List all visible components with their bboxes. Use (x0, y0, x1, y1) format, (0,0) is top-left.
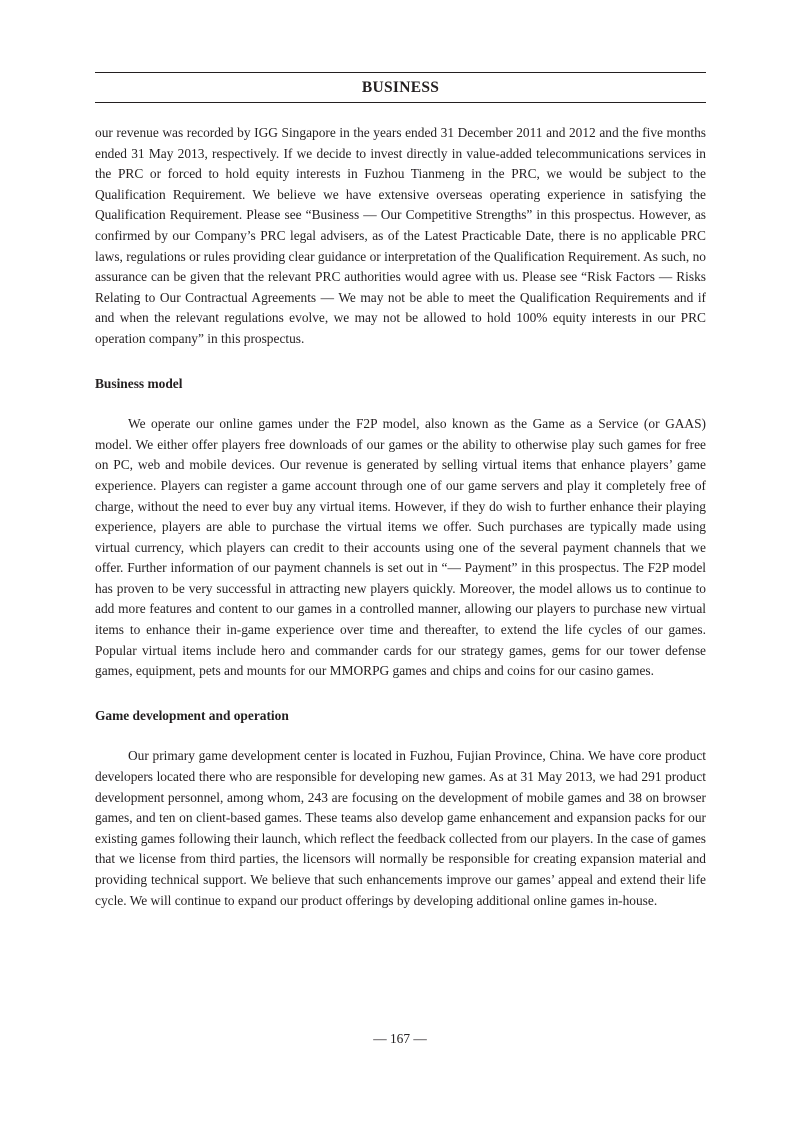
page-number: — 167 — (373, 1031, 427, 1046)
header-bottom-rule (95, 102, 706, 103)
paragraph-game-development: Our primary game development center is located in Fuzhou, Fujian Province, China. We have core product developers located there who are responsible for developing new games. As at 31 May 2013, we had 291 product development personnel, among whom, 243 are focusing on the development of mobile games and 38 on browser games, and ten on client-based games. These teams also develop game enhancement and expansion packs for our existing games following their launch, which reflect the feedback collected from our players. In the case of games that we license from third parties, the licensors will normally be responsible for creating expansion material and providing technical support. We believe that such enhancements improve our games’ appeal and extend their life cycle. We will continue to expand our product offerings by developing additional online games in-house. (95, 748, 706, 908)
page-header-title: BUSINESS (361, 79, 440, 96)
paragraph-business-model: We operate our online games under the F2P model, also known as the Game as a Service (or GAAS) model. We either offer players free downloads of our games or the ability to otherwise play such games for free on PC, web and mobile devices. Our revenue is generated by selling virtual items that enhance players’ game experience. Players can register a game account through one of our game servers and play it completely free of charge, without the need to ever buy any virtual items. However, if they do wish to further enhance their playing experience, players are able to purchase the virtual items we offer. Such purchases are typically made using virtual currency, which players can credit to their accounts using one of the several payment channels that we offer. Further information of our payment channels is set out in “— Payment” in this prospectus. The F2P model has proven to be very successful in attracting new players quickly. Moreover, the model allows us to continue to add more features and content to our games in a controlled manner, allowing our players to purchase new virtual items to enhance their in-game experience over time and thereafter, to extend the life cycles of our games. Popular virtual items include hero and commander cards for our strategy games, gems for our tower defense games, equipment, pets and mounts for our MMORPG games and chips and coins for our casino games. (95, 416, 706, 679)
page-body (95, 123, 706, 911)
paragraph-qualification: our revenue was recorded by IGG Singapore in the years ended 31 December 2011 and 2012 and the five months ended 31 May 2013, respectively. If we decide to invest directly in value-added telecommunications services in the PRC or forced to hold equity interests in Fuzhou Tianmeng in the PRC, we would be subject to the Qualification Requirement. We believe we have extensive overseas operating experience in satisfying the Qualification Requirement. Please see “Business — Our Competitive Strengths” in this prospectus. However, as confirmed by our Company’s PRC legal advisers, as of the Latest Practicable Date, there is no applicable PRC laws, regulations or rules providing clear guidance or interpretation of the Qualification Requirement. As such, no assurance can be given that the relevant PRC authorities would agree with us. Please see “Risk Factors — Risks Relating to Our Contractual Agreements — We may not be able to meet the Qualification Requirements and if and when the relevant regulations evolve, we may not be allowed to hold 100% equity interests in our PRC operation company” in this prospectus. (95, 125, 706, 346)
header-top-rule (95, 72, 706, 73)
section-heading-business-model: Business model (95, 375, 183, 391)
section-heading-game-development: Game development and operation (95, 707, 289, 723)
